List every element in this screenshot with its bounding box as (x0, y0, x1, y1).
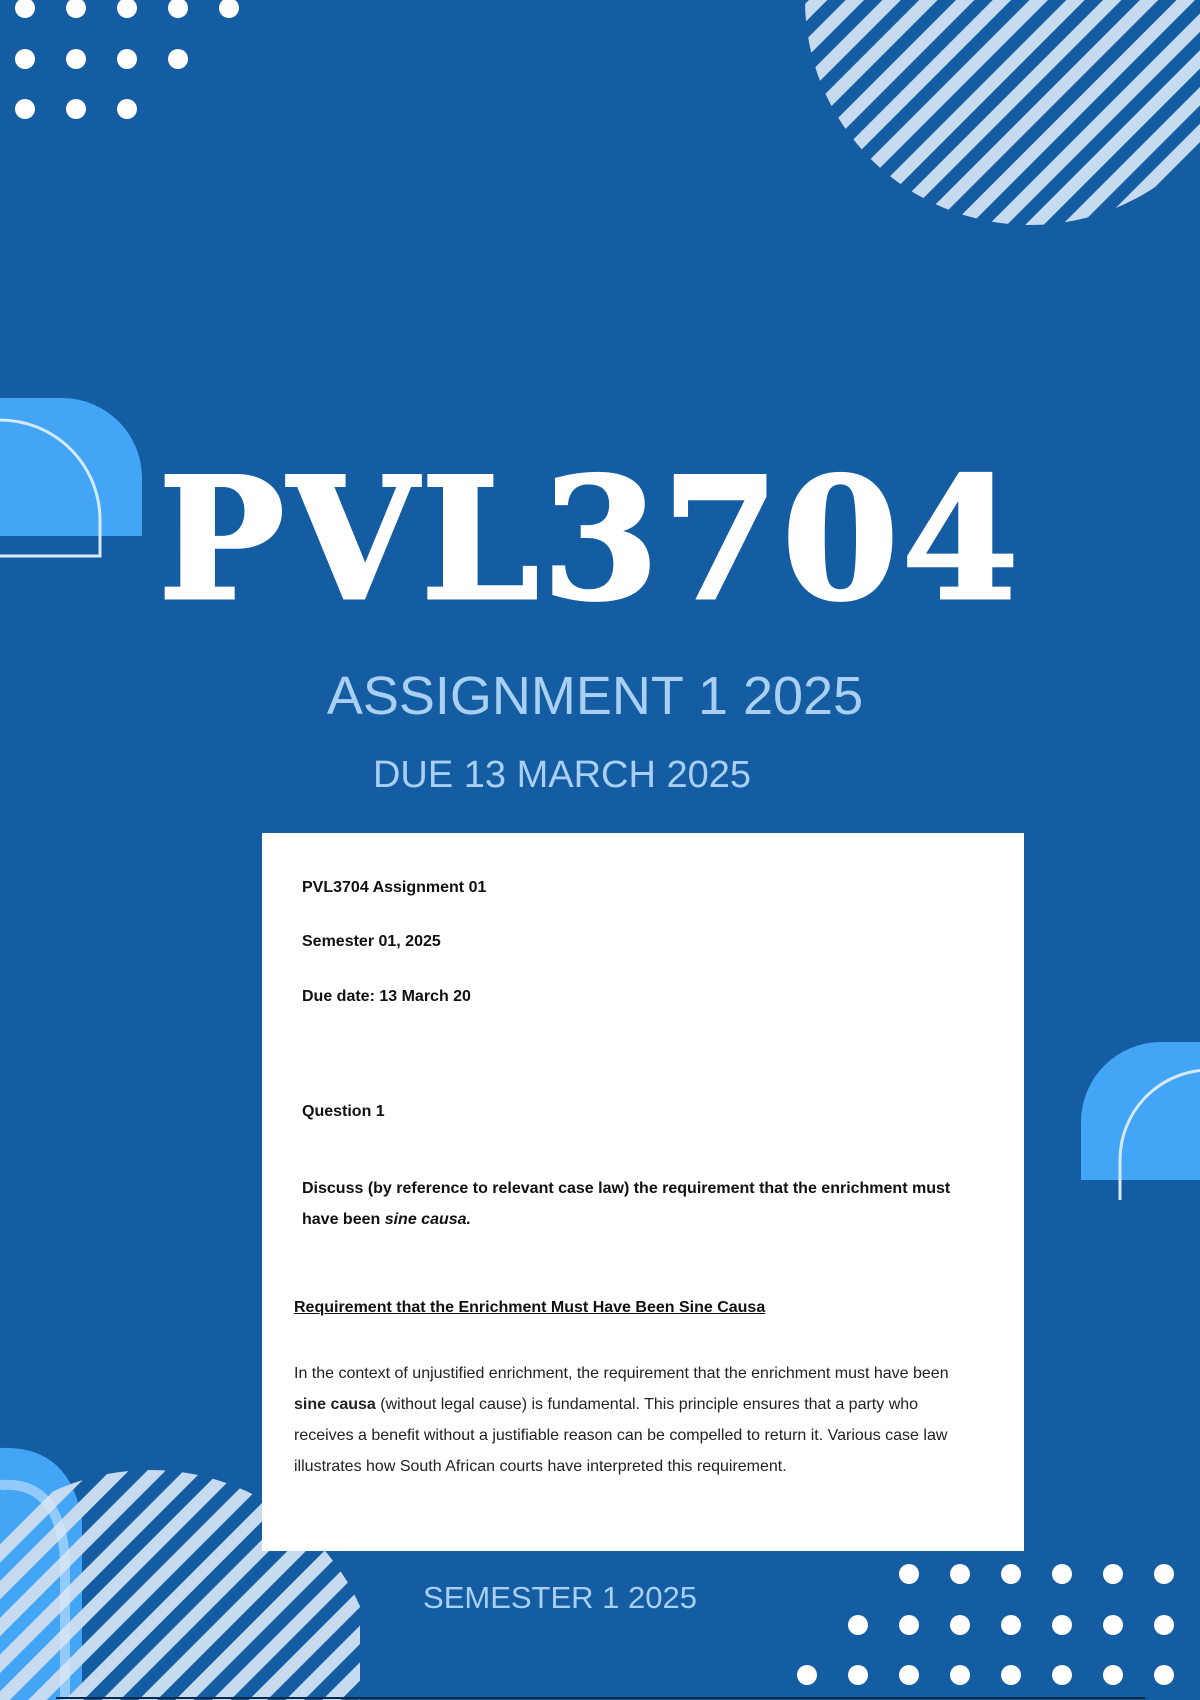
semester-footer: SEMESTER 1 2025 (423, 1580, 697, 1615)
course-code-title: PVL3704 (158, 440, 1022, 638)
assignment-title: ASSIGNMENT 1 2025 (326, 666, 864, 726)
body-text-end: (without legal cause) is fundamental. This principle ensures that a party who receives a benefit without a justifiable reason can be compelled to return it. Various case law illustrates how South African courts have interpreted this requirement. (294, 1396, 948, 1475)
preview-due-line: Due date: 13 March 20 (302, 988, 471, 1005)
preview-header-line: PVL3704 Assignment 01 (302, 879, 487, 896)
striped-circle-top-right (780, 0, 1200, 240)
question-label: Question 1 (302, 1103, 385, 1120)
quarter-circle-right (1081, 1042, 1200, 1200)
question-prompt-emphasis: sine causa. (384, 1211, 471, 1228)
due-date-title: DUE 13 MARCH 2025 (372, 754, 752, 796)
question-prompt-text: Discuss (by reference to relevant case law) the requirement that the enrichment must have been (302, 1180, 951, 1228)
question-prompt (302, 1173, 982, 1235)
section-heading: Requirement that the Enrichment Must Have Been Sine Causa (294, 1299, 766, 1316)
body-text-bold: sine causa (294, 1396, 376, 1413)
body-paragraph (294, 1358, 962, 1482)
preview-semester-line: Semester 01, 2025 (302, 933, 441, 950)
body-text-start: In the context of unjustified enrichment, the requirement that the enrichment must have been (294, 1365, 949, 1382)
document-preview-card (262, 833, 1024, 1551)
dot-grid-top-left (15, 0, 239, 119)
